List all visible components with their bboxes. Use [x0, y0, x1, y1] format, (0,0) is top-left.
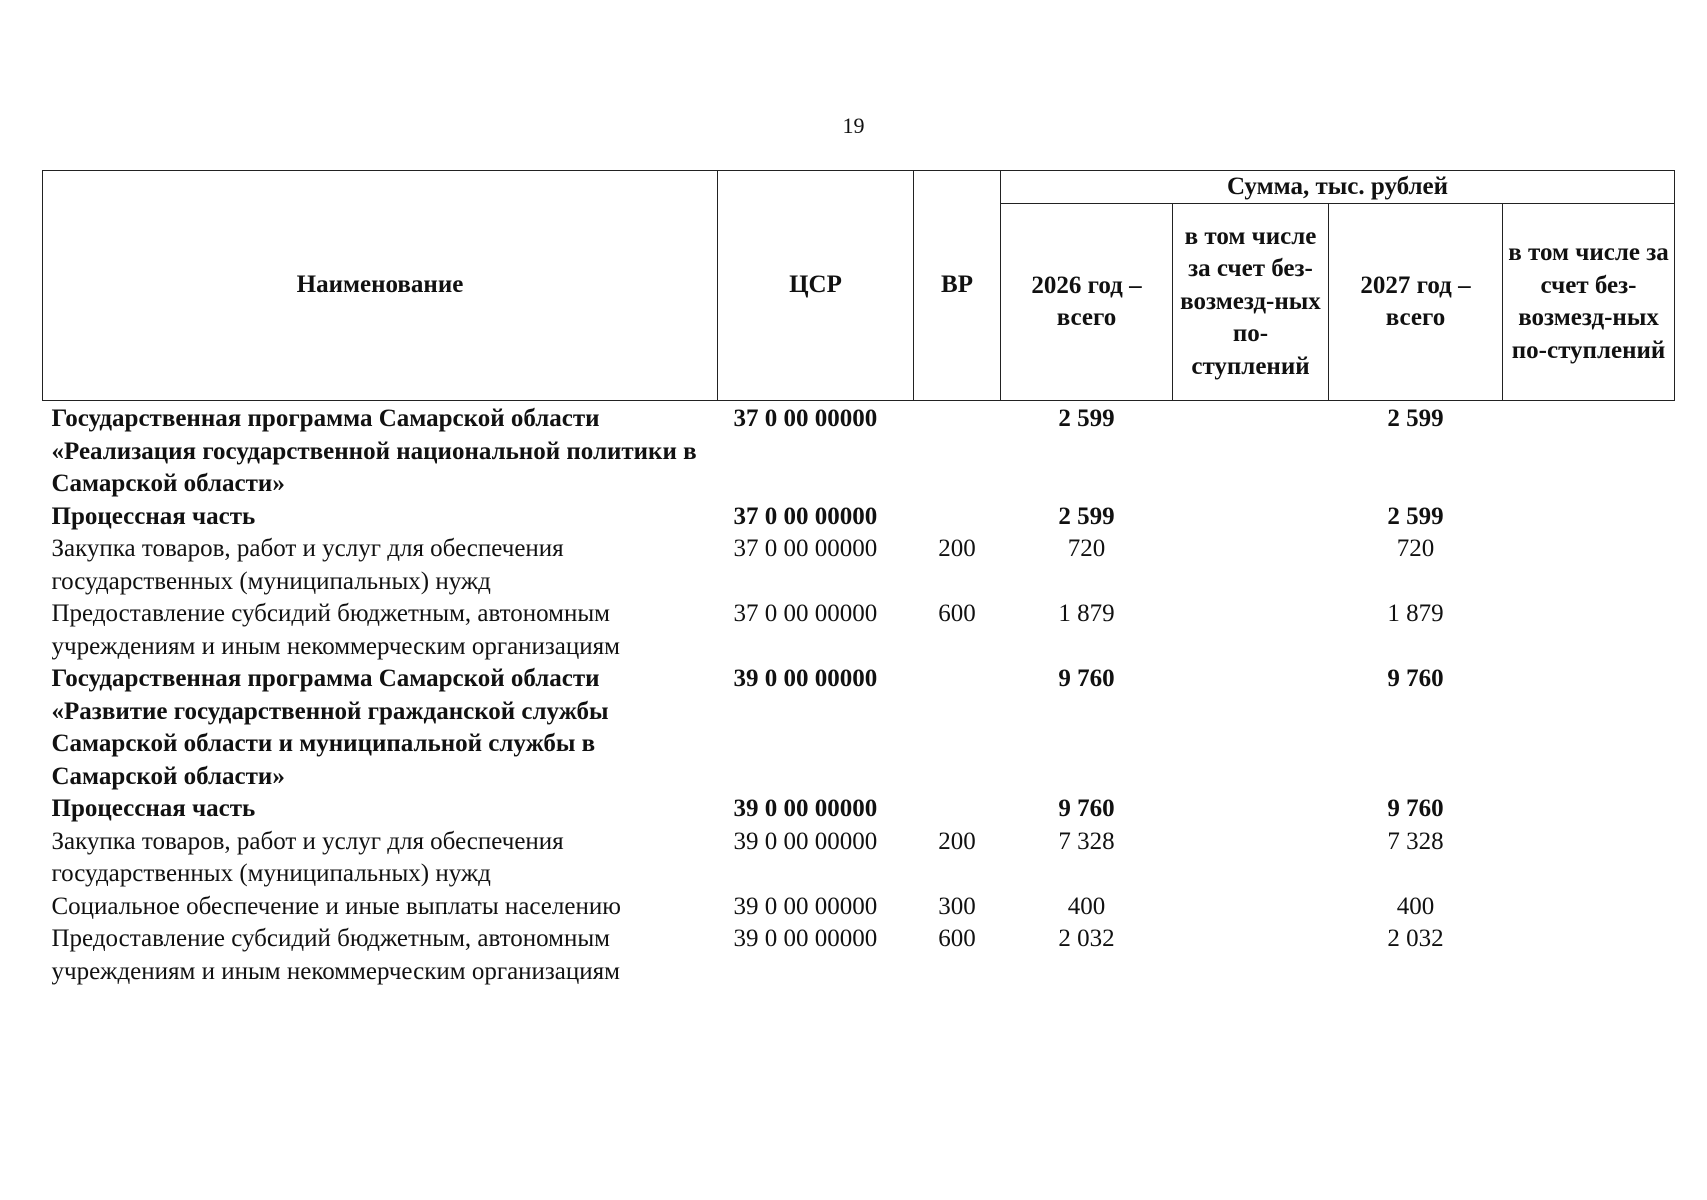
cell-2026-grants [1173, 663, 1329, 793]
cell-2027-total: 7 328 [1387, 827, 1444, 855]
cell-csr: 39 0 00 00000 [733, 665, 878, 692]
cell-csr: 39 0 00 00000 [733, 925, 878, 952]
cell-2027-grants [1503, 598, 1675, 663]
cell-csr: 37 0 00 00000 [733, 405, 878, 432]
cell-2027-total: 720 [1396, 535, 1435, 562]
table-row [43, 533, 1675, 598]
cell-vr: 600 [938, 600, 976, 627]
cell-vr: 200 [938, 535, 976, 562]
cell-2027-grants [1503, 533, 1675, 598]
col-header-sum-group: Сумма, тыс. рублей [1001, 171, 1675, 204]
table-row [43, 891, 1675, 924]
col-header-2026-grants: в том числе за счет без-возмезд-ных по-ступлений [1173, 204, 1329, 401]
cell-name: Процессная часть [51, 502, 256, 530]
cell-2027-total: 2 032 [1387, 925, 1444, 952]
cell-2027-grants [1503, 501, 1675, 534]
cell-csr: 39 0 00 00000 [733, 795, 878, 822]
cell-csr: 37 0 00 00000 [733, 502, 878, 530]
cell-2026-total: 1 879 [1058, 600, 1115, 627]
cell-csr: 39 0 00 00000 [733, 892, 878, 920]
cell-2027-grants [1503, 401, 1675, 501]
cell-2026-total: 2 032 [1058, 925, 1115, 952]
cell-2027-total: 2 599 [1387, 502, 1444, 530]
cell-csr: 37 0 00 00000 [733, 535, 878, 562]
table-row [43, 793, 1675, 826]
table-row [43, 501, 1675, 534]
page-number: 19 [842, 113, 865, 138]
cell-name: Закупка товаров, работ и услуг для обеспечения государственных (муниципальных) нужд [51, 535, 564, 595]
cell-2026-grants [1173, 793, 1329, 826]
cell-name: Предоставление субсидий бюджетным, автономным учреждениям и иным некоммерческим организациям [51, 925, 620, 985]
cell-2027-total: 400 [1396, 892, 1435, 920]
cell-2026-grants [1173, 826, 1329, 891]
col-header-csr: ЦСР [718, 171, 914, 401]
cell-2026-total: 9 760 [1058, 665, 1115, 692]
cell-2026-grants [1173, 923, 1329, 988]
cell-vr: 600 [938, 925, 976, 952]
cell-2026-grants [1173, 891, 1329, 924]
cell-vr [914, 793, 1001, 826]
cell-name: Государственная программа Самарской области «Развитие государственной гражданской службы Самарской области и муниципальной службы в Самарской области» [51, 665, 609, 790]
cell-2026-grants [1173, 401, 1329, 501]
cell-2027-grants [1503, 793, 1675, 826]
table-row [43, 663, 1675, 793]
cell-name: Процессная часть [51, 795, 256, 822]
cell-2026-total: 2 599 [1058, 502, 1115, 530]
col-header-2027-total: 2027 год – всего [1329, 204, 1503, 401]
cell-vr [914, 401, 1001, 501]
table-row [43, 401, 1675, 501]
cell-2027-total: 9 760 [1387, 795, 1444, 822]
cell-csr: 37 0 00 00000 [733, 600, 878, 627]
table-row [43, 923, 1675, 988]
header-row-top [43, 171, 1675, 204]
budget-table [42, 170, 1675, 988]
col-header-vr: ВР [914, 171, 1001, 401]
col-header-name: Наименование [43, 171, 718, 401]
cell-2026-grants [1173, 501, 1329, 534]
cell-2027-grants [1503, 826, 1675, 891]
col-header-2026-total: 2026 год – всего [1001, 204, 1173, 401]
cell-2027-grants [1503, 923, 1675, 988]
cell-2027-total: 1 879 [1387, 600, 1444, 627]
table-body [43, 401, 1675, 989]
cell-2027-total: 2 599 [1387, 405, 1444, 432]
cell-2026-total: 9 760 [1058, 795, 1115, 822]
cell-2027-grants [1503, 891, 1675, 924]
cell-name: Предоставление субсидий бюджетным, автономным учреждениям и иным некоммерческим организациям [51, 600, 620, 660]
cell-vr [914, 663, 1001, 793]
cell-2027-total: 9 760 [1387, 665, 1444, 692]
table-row [43, 826, 1675, 891]
col-header-2027-grants: в том числе за счет без-возмезд-ных по-ступлений [1503, 204, 1675, 401]
cell-2026-total: 400 [1067, 892, 1106, 920]
cell-2026-total: 2 599 [1058, 405, 1115, 432]
cell-2027-grants [1503, 663, 1675, 793]
cell-2026-total: 720 [1067, 535, 1106, 562]
cell-name: Государственная программа Самарской области «Реализация государственной национальной политики в Самарской области» [51, 405, 697, 497]
cell-vr: 200 [938, 827, 976, 855]
cell-csr: 39 0 00 00000 [733, 827, 878, 855]
cell-2026-grants [1173, 598, 1329, 663]
cell-vr: 300 [938, 892, 976, 920]
cell-vr [914, 501, 1001, 534]
table-row [43, 598, 1675, 663]
cell-name: Закупка товаров, работ и услуг для обеспечения государственных (муниципальных) нужд [51, 827, 564, 887]
cell-2026-grants [1173, 533, 1329, 598]
cell-2026-total: 7 328 [1058, 827, 1115, 855]
cell-name: Социальное обеспечение и иные выплаты населению [51, 892, 621, 920]
